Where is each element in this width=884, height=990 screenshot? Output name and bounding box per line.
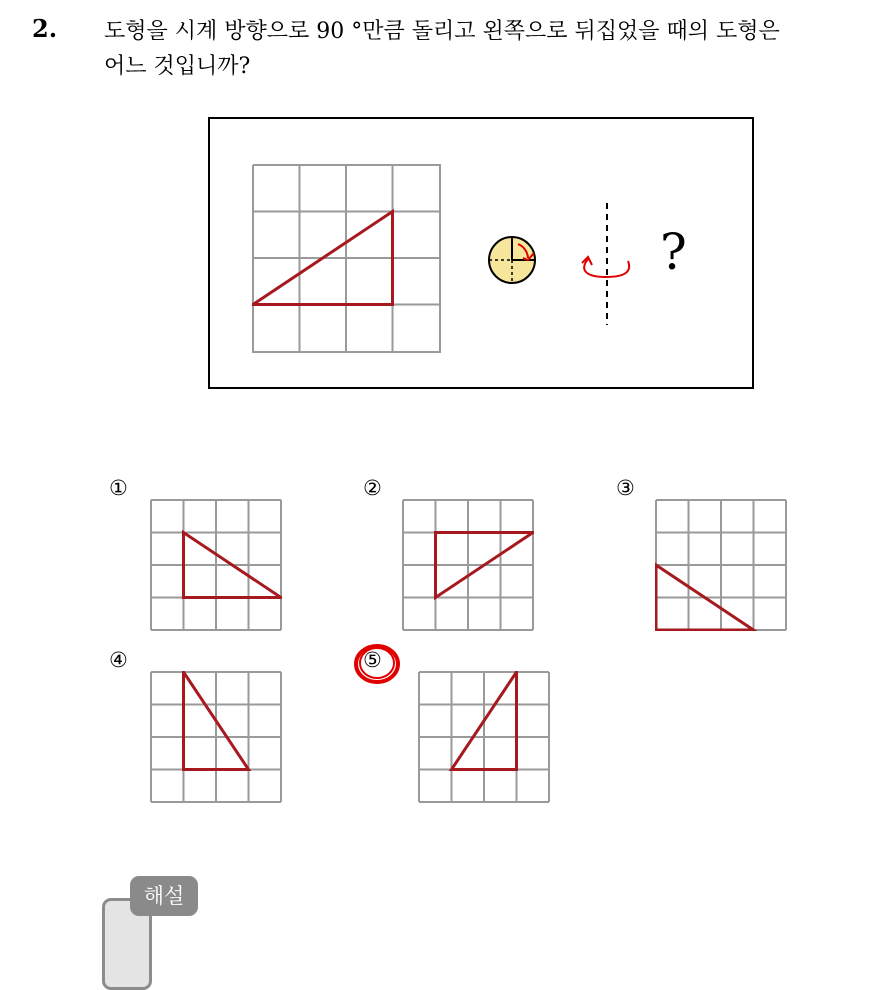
choice-2-grid[interactable]: [402, 499, 534, 631]
problem-box: [208, 117, 754, 389]
choice-4-grid[interactable]: [150, 671, 282, 803]
explain-button-tab[interactable]: 해설: [130, 876, 198, 916]
choice-2-label[interactable]: ②: [363, 476, 382, 500]
question-line-2: 어느 것입니까?: [104, 54, 251, 79]
choice-1-label[interactable]: ①: [109, 476, 128, 500]
choice-1-grid[interactable]: [150, 499, 282, 631]
question-text: [104, 14, 874, 84]
choice-5-label[interactable]: ⑤: [363, 648, 382, 672]
original-shape-grid: [252, 164, 442, 354]
question-line-1: 도형을 시계 방향으로 90 °만큼 돌리고 왼쪽으로 뒤집었을 때의 도형은: [104, 19, 780, 44]
question-number: 2.: [32, 14, 58, 43]
choice-3-label[interactable]: ③: [616, 476, 635, 500]
choice-4-label[interactable]: ④: [109, 648, 128, 672]
choice-5-grid[interactable]: [418, 671, 550, 803]
flip-left-icon: [578, 199, 638, 329]
clockwise-90-rotation-icon: [488, 233, 550, 287]
choice-3-grid[interactable]: [655, 499, 787, 631]
explain-button[interactable]: [102, 876, 202, 988]
question-mark: ?: [660, 223, 687, 281]
